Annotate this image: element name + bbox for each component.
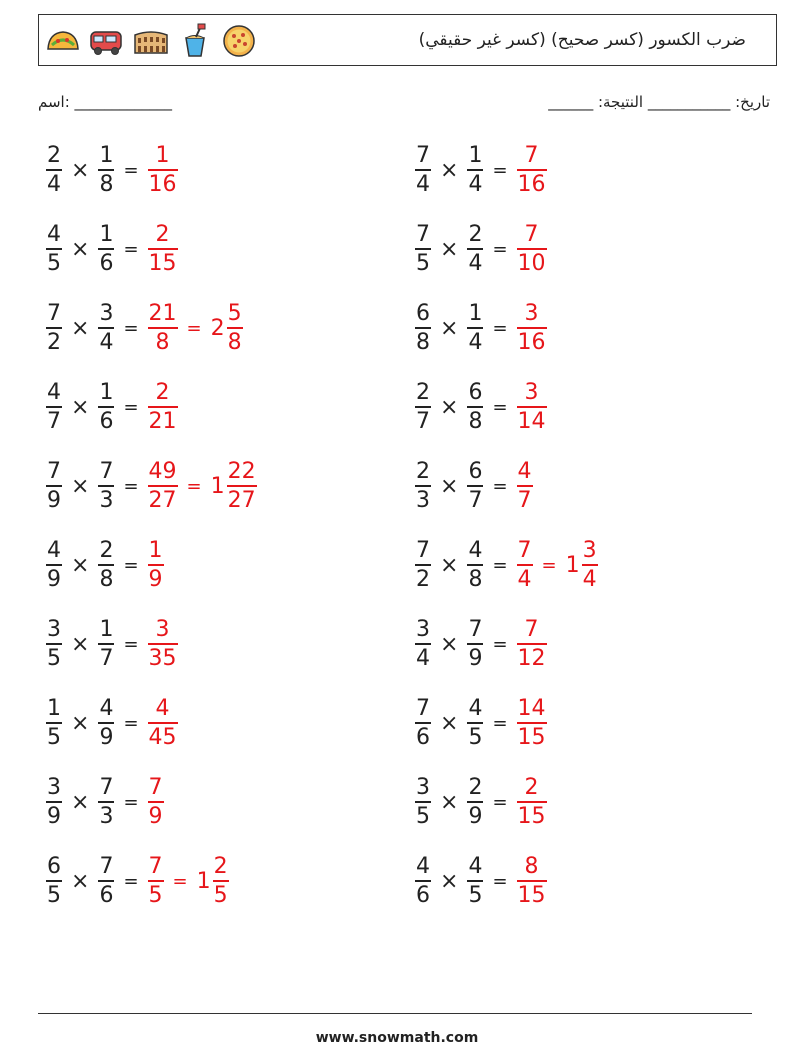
fraction [148, 540, 164, 591]
numerator: 1 [99, 143, 114, 168]
problem-7 [44, 619, 180, 670]
numerator: 4 [468, 696, 483, 721]
fraction [98, 856, 114, 907]
numerator: 3 [524, 301, 539, 326]
fraction [467, 698, 483, 749]
times-sign: × [71, 394, 90, 420]
problem-8 [44, 698, 180, 749]
problem-5 [44, 461, 259, 512]
denominator: 16 [148, 171, 177, 197]
fraction [98, 698, 114, 749]
denominator: 15 [148, 250, 177, 276]
numerator: 7 [416, 538, 430, 563]
numerator: 7 [517, 538, 532, 563]
denominator: 21 [148, 408, 177, 434]
numerator: 49 [148, 459, 177, 484]
equals-sign: = [123, 475, 139, 497]
name-field: اسم: _____________ [38, 93, 173, 111]
fraction [148, 856, 164, 907]
numerator: 2 [47, 143, 61, 168]
problem-15 [413, 461, 535, 512]
numerator: 1 [47, 696, 61, 721]
denominator: 7 [47, 408, 61, 434]
problem-20 [413, 856, 549, 907]
denominator: 15 [517, 724, 546, 750]
numerator: 2 [99, 538, 114, 563]
fraction [517, 856, 547, 907]
fraction [98, 540, 114, 591]
sand-bucket-icon [177, 23, 213, 59]
problem-3 [44, 303, 245, 354]
denominator: 8 [155, 329, 170, 355]
denominator: 2 [47, 329, 61, 355]
fraction [148, 303, 178, 354]
numerator: 7 [99, 854, 114, 879]
header-icons [45, 23, 257, 59]
fraction [517, 382, 547, 433]
denominator: 3 [99, 487, 114, 513]
numerator: 7 [47, 301, 61, 326]
numerator: 7 [47, 459, 61, 484]
fraction [415, 856, 431, 907]
numerator: 8 [524, 854, 539, 879]
denominator: 4 [47, 171, 61, 197]
fraction [415, 698, 431, 749]
fraction [467, 303, 483, 354]
problem-17 [413, 619, 549, 670]
equals-sign: = [123, 633, 139, 655]
fraction [46, 698, 62, 749]
numerator: 3 [582, 538, 597, 563]
fraction [46, 619, 62, 670]
fraction [467, 777, 483, 828]
numerator: 2 [524, 775, 539, 800]
problem-6 [44, 540, 166, 591]
denominator: 4 [468, 329, 483, 355]
problem-18 [413, 698, 549, 749]
equals-sign: = [492, 633, 508, 655]
denominator: 6 [99, 250, 114, 276]
date-score-field: ______ :تاريخ: ___________ النتيجة [548, 93, 770, 111]
equals-sign: = [492, 870, 508, 892]
numerator: 1 [99, 617, 114, 642]
problem-11 [413, 145, 549, 196]
fraction [148, 698, 178, 749]
fraction [46, 461, 62, 512]
fraction [227, 461, 257, 512]
numerator: 7 [416, 222, 430, 247]
times-sign: × [440, 789, 459, 815]
denominator: 4 [582, 566, 597, 592]
fraction [148, 619, 178, 670]
fraction [517, 540, 533, 591]
denominator: 6 [416, 882, 430, 908]
equals-sign: = [186, 317, 202, 339]
denominator: 7 [99, 645, 114, 671]
denominator: 7 [517, 487, 532, 513]
numerator: 3 [99, 301, 114, 326]
fraction [148, 461, 178, 512]
denominator: 5 [416, 803, 430, 829]
problem-13 [413, 303, 549, 354]
fraction [46, 856, 62, 907]
problem-1 [44, 145, 180, 196]
worksheet-title: ضرب الكسور (كسر صحيح) (كسر غير حقيقي) [418, 30, 746, 50]
fraction [98, 303, 114, 354]
numerator: 4 [47, 222, 61, 247]
fraction [415, 382, 431, 433]
equals-sign: = [123, 791, 139, 813]
denominator: 9 [148, 566, 163, 592]
numerator: 1 [99, 380, 114, 405]
fraction [517, 698, 547, 749]
fraction [148, 224, 178, 275]
footer-site: www.snowmath.com [315, 1030, 479, 1046]
numerator: 3 [155, 617, 170, 642]
numerator: 1 [99, 222, 114, 247]
fraction [517, 145, 547, 196]
denominator: 12 [517, 645, 546, 671]
times-sign: × [71, 631, 90, 657]
footer-divider [38, 1013, 752, 1014]
denominator: 9 [148, 803, 163, 829]
denominator: 5 [148, 882, 163, 908]
fraction [517, 619, 547, 670]
times-sign: × [71, 552, 90, 578]
mixed-whole: 1 [210, 473, 225, 499]
equals-sign: = [123, 159, 139, 181]
numerator: 2 [155, 380, 170, 405]
denominator: 5 [47, 724, 61, 750]
fraction [148, 777, 164, 828]
denominator: 14 [517, 408, 546, 434]
equals-sign: = [172, 870, 188, 892]
fraction [46, 540, 62, 591]
equals-sign: = [123, 870, 139, 892]
denominator: 7 [416, 408, 430, 434]
mixed-whole: 1 [196, 868, 211, 894]
denominator: 6 [416, 724, 430, 750]
denominator: 5 [47, 882, 61, 908]
numerator: 6 [468, 459, 483, 484]
fraction [467, 461, 483, 512]
equals-sign: = [123, 317, 139, 339]
fraction [467, 145, 483, 196]
fraction [415, 777, 431, 828]
denominator: 9 [47, 487, 61, 513]
numerator: 2 [213, 854, 228, 879]
fraction [415, 540, 431, 591]
pizza-icon [221, 23, 257, 59]
worksheet-header [38, 14, 777, 66]
fraction [98, 619, 114, 670]
denominator: 6 [99, 882, 114, 908]
equals-sign: = [186, 475, 202, 497]
fraction [415, 461, 431, 512]
fraction [467, 619, 483, 670]
fraction [98, 777, 114, 828]
fraction [46, 224, 62, 275]
denominator: 8 [468, 408, 483, 434]
equals-sign: = [123, 238, 139, 260]
denominator: 27 [148, 487, 177, 513]
numerator: 22 [227, 459, 256, 484]
denominator: 8 [99, 171, 114, 197]
denominator: 4 [416, 645, 430, 671]
numerator: 5 [227, 301, 242, 326]
fraction [46, 777, 62, 828]
equals-sign: = [541, 554, 557, 576]
times-sign: × [71, 868, 90, 894]
times-sign: × [440, 157, 459, 183]
problem-10 [44, 856, 231, 907]
denominator: 9 [468, 803, 483, 829]
denominator: 6 [99, 408, 114, 434]
numerator: 1 [148, 538, 163, 563]
numerator: 7 [524, 617, 539, 642]
numerator: 3 [416, 775, 430, 800]
numerator: 4 [155, 696, 170, 721]
denominator: 9 [468, 645, 483, 671]
denominator: 10 [517, 250, 546, 276]
denominator: 4 [517, 566, 532, 592]
denominator: 16 [517, 329, 546, 355]
fraction [148, 382, 178, 433]
denominator: 8 [468, 566, 483, 592]
times-sign: × [71, 473, 90, 499]
numerator: 7 [148, 854, 163, 879]
denominator: 16 [517, 171, 546, 197]
times-sign: × [71, 789, 90, 815]
numerator: 1 [468, 143, 483, 168]
denominator: 2 [416, 566, 430, 592]
equals-sign: = [492, 791, 508, 813]
fraction [517, 303, 547, 354]
equals-sign: = [492, 475, 508, 497]
problem-4 [44, 382, 180, 433]
fraction [517, 224, 547, 275]
denominator: 9 [47, 803, 61, 829]
denominator: 7 [468, 487, 483, 513]
numerator: 7 [468, 617, 483, 642]
numerator: 7 [524, 222, 539, 247]
times-sign: × [440, 473, 459, 499]
numerator: 7 [416, 696, 430, 721]
problem-14 [413, 382, 549, 433]
fraction [98, 224, 114, 275]
denominator: 5 [468, 882, 483, 908]
fraction [467, 224, 483, 275]
denominator: 8 [416, 329, 430, 355]
fraction [517, 461, 533, 512]
denominator: 5 [47, 645, 61, 671]
numerator: 4 [416, 854, 430, 879]
denominator: 8 [227, 329, 242, 355]
numerator: 1 [468, 301, 483, 326]
denominator: 4 [468, 171, 483, 197]
denominator: 35 [148, 645, 177, 671]
fraction [467, 382, 483, 433]
numerator: 6 [416, 301, 430, 326]
denominator: 5 [468, 724, 483, 750]
taco-icon [45, 23, 81, 59]
numerator: 7 [524, 143, 539, 168]
denominator: 4 [99, 329, 114, 355]
times-sign: × [440, 315, 459, 341]
fraction [46, 382, 62, 433]
equals-sign: = [492, 712, 508, 734]
fraction [213, 856, 229, 907]
denominator: 45 [148, 724, 177, 750]
numerator: 4 [47, 380, 61, 405]
numerator: 3 [524, 380, 539, 405]
denominator: 15 [517, 882, 546, 908]
times-sign: × [440, 631, 459, 657]
numerator: 2 [155, 222, 170, 247]
equals-sign: = [123, 712, 139, 734]
times-sign: × [71, 710, 90, 736]
numerator: 2 [416, 459, 430, 484]
times-sign: × [440, 552, 459, 578]
fraction [415, 224, 431, 275]
problem-12 [413, 224, 549, 275]
equals-sign: = [123, 554, 139, 576]
equals-sign: = [492, 159, 508, 181]
numerator: 21 [148, 301, 177, 326]
problem-2 [44, 224, 180, 275]
denominator: 5 [47, 250, 61, 276]
denominator: 4 [468, 250, 483, 276]
equals-sign: = [492, 238, 508, 260]
fraction [46, 303, 62, 354]
numerator: 1 [155, 143, 170, 168]
fraction [517, 777, 547, 828]
mixed-whole: 1 [565, 552, 580, 578]
numerator: 7 [99, 459, 114, 484]
numerator: 14 [517, 696, 546, 721]
denominator: 15 [517, 803, 546, 829]
denominator: 5 [416, 250, 430, 276]
denominator: 8 [99, 566, 114, 592]
numerator: 2 [468, 775, 483, 800]
colosseum-icon [133, 23, 169, 59]
mixed-whole: 2 [210, 315, 225, 341]
fraction [582, 540, 598, 591]
fraction [467, 856, 483, 907]
camper-van-icon [89, 23, 125, 59]
numerator: 7 [148, 775, 163, 800]
numerator: 4 [47, 538, 61, 563]
numerator: 7 [416, 143, 430, 168]
numerator: 4 [468, 854, 483, 879]
fraction [98, 145, 114, 196]
times-sign: × [71, 315, 90, 341]
fraction [227, 303, 243, 354]
times-sign: × [440, 868, 459, 894]
fraction [415, 303, 431, 354]
numerator: 2 [416, 380, 430, 405]
denominator: 3 [416, 487, 430, 513]
fraction [467, 540, 483, 591]
times-sign: × [71, 157, 90, 183]
equals-sign: = [123, 396, 139, 418]
denominator: 4 [416, 171, 430, 197]
denominator: 27 [227, 487, 256, 513]
denominator: 9 [99, 724, 114, 750]
problem-9 [44, 777, 166, 828]
problem-16 [413, 540, 600, 591]
numerator: 6 [468, 380, 483, 405]
times-sign: × [440, 710, 459, 736]
numerator: 4 [99, 696, 114, 721]
equals-sign: = [492, 554, 508, 576]
times-sign: × [440, 394, 459, 420]
denominator: 9 [47, 566, 61, 592]
numerator: 2 [468, 222, 483, 247]
numerator: 4 [468, 538, 483, 563]
numerator: 4 [517, 459, 532, 484]
denominator: 3 [99, 803, 114, 829]
fraction [46, 145, 62, 196]
fraction [148, 145, 178, 196]
times-sign: × [71, 236, 90, 262]
numerator: 3 [47, 775, 61, 800]
equals-sign: = [492, 317, 508, 339]
denominator: 5 [213, 882, 228, 908]
fraction [98, 461, 114, 512]
times-sign: × [440, 236, 459, 262]
equals-sign: = [492, 396, 508, 418]
fraction [415, 619, 431, 670]
problem-19 [413, 777, 549, 828]
fraction [415, 145, 431, 196]
numerator: 3 [47, 617, 61, 642]
numerator: 3 [416, 617, 430, 642]
numerator: 7 [99, 775, 114, 800]
fraction [98, 382, 114, 433]
numerator: 6 [47, 854, 61, 879]
